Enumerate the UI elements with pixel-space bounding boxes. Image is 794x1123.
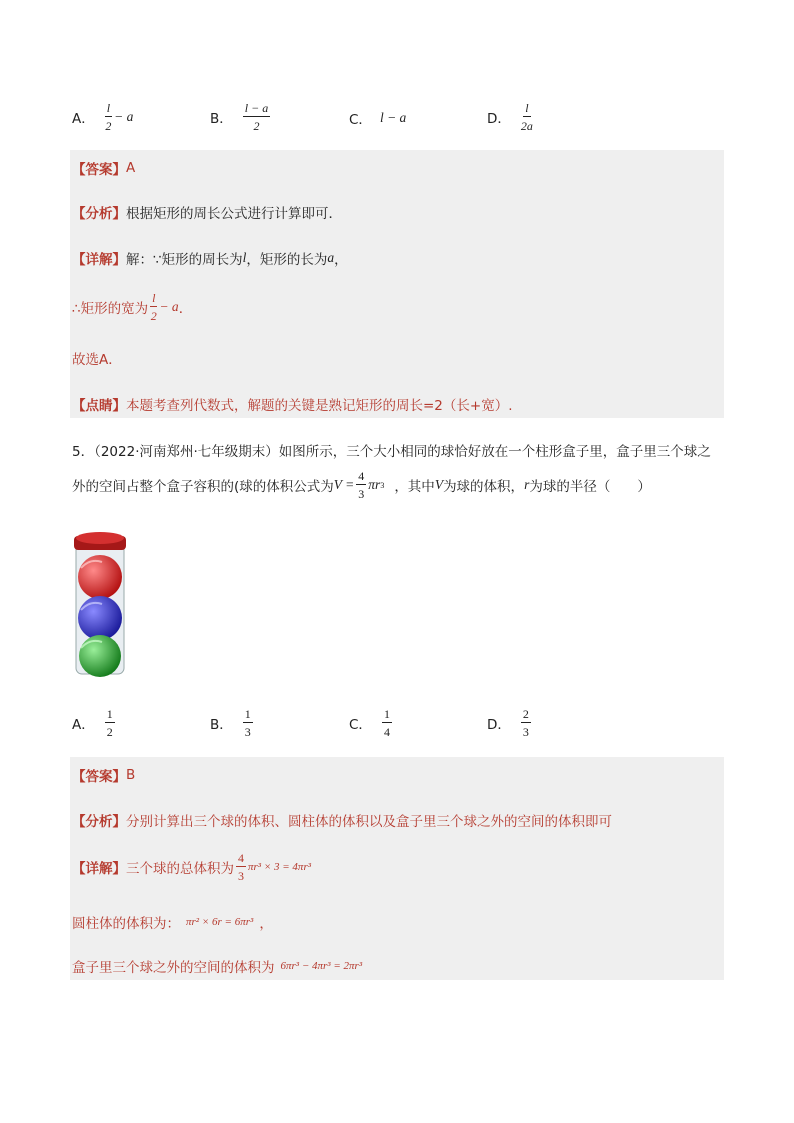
- q4-therefore: ∴矩形的宽为 $\frac{l}{2}$ − a ．: [72, 291, 193, 323]
- option-label: D．: [487, 717, 511, 733]
- option-label: B．: [210, 717, 233, 733]
- q4-choose: 故选A．: [72, 352, 122, 368]
- option-label: C．: [349, 717, 372, 733]
- q4-option-a[interactable]: A． $\frac{l}{2}$ − a: [72, 101, 134, 133]
- q5-stem-line1: 5．（2022·河南郑州·七年级期末）如图所示，三个大小相同的球恰好放在一个柱形盒子里，盒子里三个球之: [72, 444, 711, 460]
- fraction: $\frac{4}{3}$: [358, 469, 365, 501]
- option-label: D．: [487, 111, 511, 127]
- fraction: $\frac{l}{2a}$: [520, 101, 533, 133]
- q4-option-b[interactable]: [210, 102, 272, 132]
- fraction: $\frac{l}{2}$: [150, 291, 157, 323]
- q5-option-d[interactable]: [487, 708, 533, 738]
- q5-stem-line2: 外的空间占整个盒子容积的(球的体积公式为 V = $\frac{4}{3}$ πr 3 ，其中 V 为球的体积， r 为球的半径（ ）: [72, 469, 651, 501]
- q5-option-b[interactable]: [210, 708, 255, 738]
- q4-analysis: 【分析】 根据矩形的周长公式进行计算即可．: [72, 206, 342, 222]
- q4-option-c[interactable]: C． l − a: [349, 110, 407, 128]
- option-label: A．: [72, 717, 95, 733]
- option-label: C．: [349, 112, 372, 128]
- q4-detail: 【详解】 解：∵矩形的周长为 l ，矩形的长为 a ，: [72, 250, 348, 268]
- option-label: A．: [72, 111, 95, 127]
- fraction: $\frac{l}{2}$: [105, 101, 112, 133]
- fraction: $\frac{1}{2}$: [106, 707, 113, 739]
- fraction: $\frac{4}{3}$: [238, 851, 244, 883]
- q4-option-d[interactable]: [487, 102, 535, 132]
- q5-cylinder-volume: 圆柱体的体积为： πr² × 6r = 6πr³ ，: [72, 916, 273, 932]
- q4-comment: 【点睛】 本题考查列代数式，解题的关键是熟记矩形的周长=2（长+宽）.: [72, 398, 513, 414]
- q5-option-a[interactable]: [72, 708, 117, 738]
- fraction: $\frac{1}{3}$: [244, 707, 251, 739]
- cylinder-balls-image: [72, 530, 128, 680]
- q5-answer: 【答案】 B: [72, 767, 136, 785]
- fraction: $\frac{1}{4}$: [383, 707, 390, 739]
- q5-analysis: 【分析】 分别计算出三个球的体积、圆柱体的体积以及盒子里三个球之外的空间的体积即可: [72, 814, 612, 830]
- option-label: B．: [210, 111, 233, 127]
- fraction: $\frac{l - a}{2}$: [244, 101, 269, 133]
- fraction: $\frac{2}{3}$: [522, 707, 529, 739]
- q5-option-c[interactable]: [349, 708, 394, 738]
- q4-solution-box: [70, 150, 724, 418]
- q5-detail: 【详解】 三个球的总体积为 $\frac{4}{3}$ πr³ × 3 = 4πr³: [72, 851, 312, 883]
- q5-space-volume: 盒子里三个球之外的空间的体积为 6πr³ − 4πr³ = 2πr³: [72, 960, 363, 976]
- q4-answer: 【答案】 A: [72, 160, 136, 178]
